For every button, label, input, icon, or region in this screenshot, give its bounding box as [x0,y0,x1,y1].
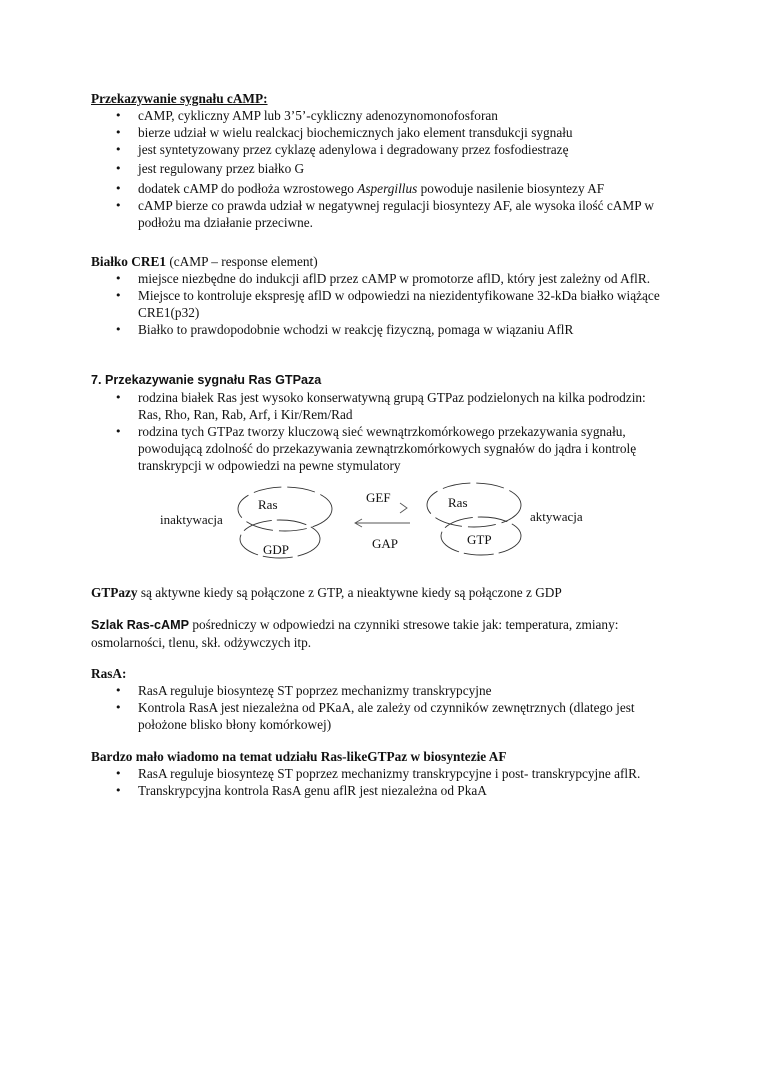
gtp-label: GTP [467,532,492,547]
list-item: • RasA reguluje biosyntezę ST poprzez mechanizmy transkrypcyjne i post- transkrypcyjne aflR. [115,766,641,781]
ras-list [91,389,671,474]
ras-active-label: Ras [448,495,468,510]
bardzo-heading: Bardzo mało wiadomo na temat udziału Ras-likeGTPaz w biosyntezie AF [91,749,507,764]
bullet-icon: • [115,143,122,156]
list-item: • Miejsce to kontroluje ekspresję aflD w odpowiedzi na niezidentyfikowane 32-kDa białko wiążące CRE1(p32) [115,288,660,320]
list-item: • cAMP, cykliczny AMP lub 3’5’-cykliczny adenozynomonofosforan [115,108,498,123]
list-item: • RasA reguluje biosyntezę ST poprzez mechanizmy transkrypcyjne [115,683,492,698]
bullet-icon: • [115,684,122,697]
bullet-icon: • [115,289,122,302]
camp-list [91,107,671,231]
list-item: • Białko to prawdopodobnie wchodzi w reakcję fizyczną, pomaga w wiązaniu AflR [115,322,574,337]
bullet-icon: • [115,272,122,285]
bullet-icon: • [115,182,122,195]
cre1-heading: Białko CRE1 (cAMP – response element) [91,254,318,269]
gap-label: GAP [372,536,399,551]
list-item: • dodatek cAMP do podłoża wzrostowego Aspergillus powoduje nasilenie biosyntezy AF [115,181,605,196]
gdp-label: GDP [263,542,290,557]
species-name: Aspergillus [357,181,418,196]
list-item: • rodzina tych GTPaz tworzy kluczową sieć wewnątrzkomórkowego przekazywania sygnału, powodującą zdolność do przekazywania zewnątrzkomórkowych sygnałów do jądra i kontrolę transkrypcji w odpowiedzi na pewne stymulatory [115,424,637,473]
ras-inactive-label: Ras [258,497,278,512]
inaktywacja-label: inaktywacja [160,512,223,527]
bullet-icon: • [115,199,122,212]
rasa-heading: RasA: [91,666,127,681]
list-item: • jest regulowany przez białko G [115,161,305,176]
bullet-icon: • [115,425,122,438]
bardzo-section [91,748,681,799]
bullet-icon: • [115,109,122,122]
list-item: • bierze udział w wielu realckacj biochemicznych jako element transdukcji sygnału [115,125,573,140]
rasa-section [91,665,671,733]
list-item: • cAMP bierze co prawda udział w negatywnej regulacji biosyntezy AF, ale wysoka ilość cAMP w podłożu ma działanie przeciwne. [115,198,655,230]
ras-cycle-diagram [150,478,610,568]
list-item: • rodzina białek Ras jest wysoko konserwatywną grupą GTPaz podzielonych na kilka podrodzin: Ras, Rho, Ran, Rab, Arf, i Kir/Rem/Rad [115,390,646,422]
ras-active-ellipse [427,483,521,527]
list-item: • jest syntetyzowany przez cyklazę adenylowa i degradowany przez fosfodiestrazę [115,142,569,157]
bullet-icon: • [115,126,122,139]
gef-arrow-icon [400,503,407,513]
bullet-icon: • [115,701,122,714]
aktywacja-label: aktywacja [530,509,583,524]
cre1-section [91,253,671,338]
list-item: • Transkrypcyjna kontrola RasA genu aflR jest niezależna od PkaA [115,783,487,798]
gef-label: GEF [366,490,391,505]
ras-inactive-ellipse [238,487,332,531]
camp-section [91,90,671,231]
bullet-icon: • [115,391,122,404]
gtpazy-paragraph: GTPazy są aktywne kiedy są połączone z GTP, a nieaktywne kiedy są połączone z GDP [91,585,562,600]
ras-heading: 7. Przekazywanie sygnału Ras GTPaza [91,373,322,387]
bullet-icon: • [115,323,122,336]
list-item: • Kontrola RasA jest niezależna od PKaA, ale zależy od czynników zewnętrznych (dlatego jest położone blisko błony komórkowej) [115,700,635,732]
camp-heading: Przekazywanie sygnału cAMP: [91,91,268,106]
bullet-icon: • [115,162,122,175]
cre1-list [91,270,671,338]
bullet-icon: • [115,767,122,780]
szlak-paragraph: Szlak Ras-cAMP pośredniczy w odpowiedzi na czynniki stresowe takie jak: temperatura, zmiany: osmolarności, tlenu, skł. odżywczych itp. [91,617,619,650]
bardzo-list [91,765,681,799]
bullet-icon: • [115,784,122,797]
list-item: • miejsce niezbędne do indukcji aflD przez cAMP w promotorze aflD, który jest zależny od AflR. [115,271,651,286]
rasa-list [91,682,671,733]
ras-section [91,372,671,474]
